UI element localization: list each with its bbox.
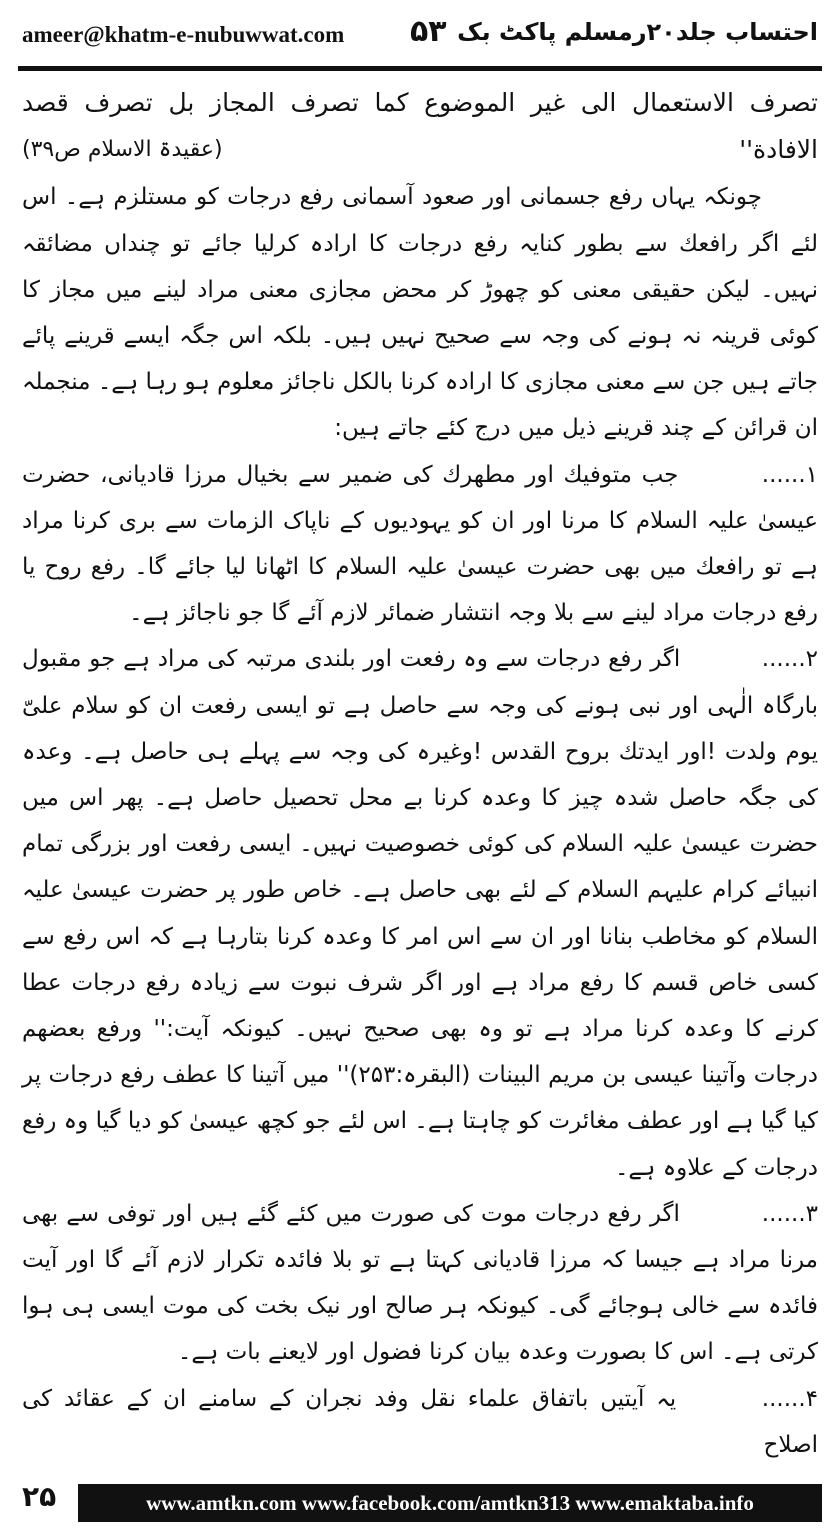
- list-item-3: [22, 1191, 818, 1376]
- item-number: ۲......: [761, 646, 819, 673]
- item-text: اگر رفع درجات سے وہ رفعت اور بلندی مرتبہ کی مراد ہے جو مقبول بارگاہ الٰہی اور نبی ہونے کی وجہ سے حاصل ہے تو ایسی رفعت ان کو سلام علیّ یوم ولدت !اور ایدتك بروح القدس !وغیرہ کی وجہ سے پہلے ہی حاصل ہے۔ وعدہ کی جگہ حاصل شدہ چیز کا وعدہ کرنا بے محل تحصیل حاصل ہے۔ پھر اس میں حضرت عیسیٰ علیہ السلام کی کوئی خصوصیت نہیں۔ ایسی رفعت اور بزرگی تمام انبیائے کرام علیہم السلام کے لئے بھی حاصل ہے۔ خاص طور پر حضرت عیسیٰ علیہ السلام کو مخاطب بنانا اور ان سے اس امر کا وعدہ کرنا بتارہا ہے کہ اس رفع سے کسی خاص قسم کا رفع مراد ہے اور اگر شرف نبوت سے زیادہ رفع درجات عطا کرنے کا وعدہ کرنا مراد ہے تو وہ بھی صحیح نہیں۔ کیونکہ آیت:'' ورفع بعضهم درجات وآتينا عيسى بن مريم البينات (البقرہ:۲۵۳)'' میں آتینا کا عطف رفع درجات پر کیا گیا ہے اور عطف مغائرت کو چاہتا ہے۔ اس لئے جو کچھ عیسیٰ کو دیا گیا وہ رفع درجات کے علاوہ ہے۔: [22, 646, 818, 1181]
- footer-page-number: ۲۵: [22, 1480, 57, 1513]
- header-page-number: ۵۳: [410, 14, 447, 49]
- list-item-2: [22, 636, 818, 1190]
- citation: (عقیدۃ الاسلام ص۳۹): [22, 137, 223, 163]
- item-number: ۱......: [761, 461, 819, 488]
- list-item-1: [22, 452, 818, 637]
- item-number: ۴......: [761, 1385, 819, 1412]
- footer-links[interactable]: www.amtkn.com www.facebook.com/amtkn313 www.emaktaba.info: [146, 1491, 754, 1515]
- header-email[interactable]: ameer@khatm-e-nubuwwat.com: [22, 22, 345, 47]
- page-footer: [18, 1478, 822, 1524]
- paragraph-intro: [22, 174, 818, 451]
- list-item-4: [22, 1376, 818, 1468]
- page-header: [18, 14, 822, 58]
- item-text: اگر رفع درجات موت کی صورت میں کئے گئے ہیں اور توفی سے بھی مرنا مراد ہے جیسا کہ مرزا قادیانی کہتا ہے تو بلا فائدہ تکرار لازم آئے گا اور آیت فائدہ سے خالی ہوجائے گی۔ کیونکہ ہر صالح اور نیک بخت کی موت ایسی ہی ہوا کرتی ہے۔ اس کا بصورت وعدہ بیان کرنا فضول اور لایعنے بات ہے۔: [22, 1200, 819, 1366]
- item-number: ۳......: [761, 1200, 818, 1227]
- item-text: یہ آیتیں باتفاق علماء نقل وفد نجران کے سامنے ان کے عقائد کی اصلاح: [22, 1385, 818, 1458]
- paragraph-intro-text: چونکہ یہاں رفع جسمانی اور صعود آسمانی رفع درجات کو مستلزم ہے۔ اس لئے اگر رافعك سے بطور کنایہ رفع درجات کا ارادہ کرلیا جائے تو چنداں مضائقہ نہیں۔ لیکن حقیقی معنی کو چھوڑ کر محض مجازی معنی مراد لینے میں مجاز کا کوئی قرینہ نہ ہونے کی وجہ سے صحیح نہیں ہیں۔ بلکہ اس جگہ ایسے قرینے پائے جاتے ہیں جن سے معنی مجازی کا ارادہ کرنا بالکل ناجائز معلوم ہو رہا ہے۔ منجملہ ان قرائن کے چند قرینے ذیل میں درج کئے جاتے ہیں:: [22, 184, 818, 442]
- arabic-quote: [22, 80, 818, 174]
- header-book-title: احتساب جلد۲۰رمسلم پاکٹ بک: [457, 18, 818, 46]
- item-text: جب متوفيك اور مطهرك کی ضمیر سے بخیال مرزا قادیانی، حضرت عیسیٰ علیہ السلام کا مرنا اور ان کو یہودیوں کے ناپاک الزمات سے بری کرنا مراد ہے تو رافعك میں بھی حضرت عیسیٰ علیہ السلام کا اٹھانا لیا جائے گا۔ رفع روح یا رفع درجات مراد لینے سے بلا وجہ انتشار ضمائر لازم آئے گا جو ناجائز ہے۔: [22, 461, 818, 627]
- header-rule: [18, 66, 822, 71]
- arabic-quote-text: تصرف الاستعمال الى غير الموضوع كما تصرف المجاز بل تصرف قصد الافادة'': [22, 88, 818, 165]
- page-body: [22, 80, 819, 1458]
